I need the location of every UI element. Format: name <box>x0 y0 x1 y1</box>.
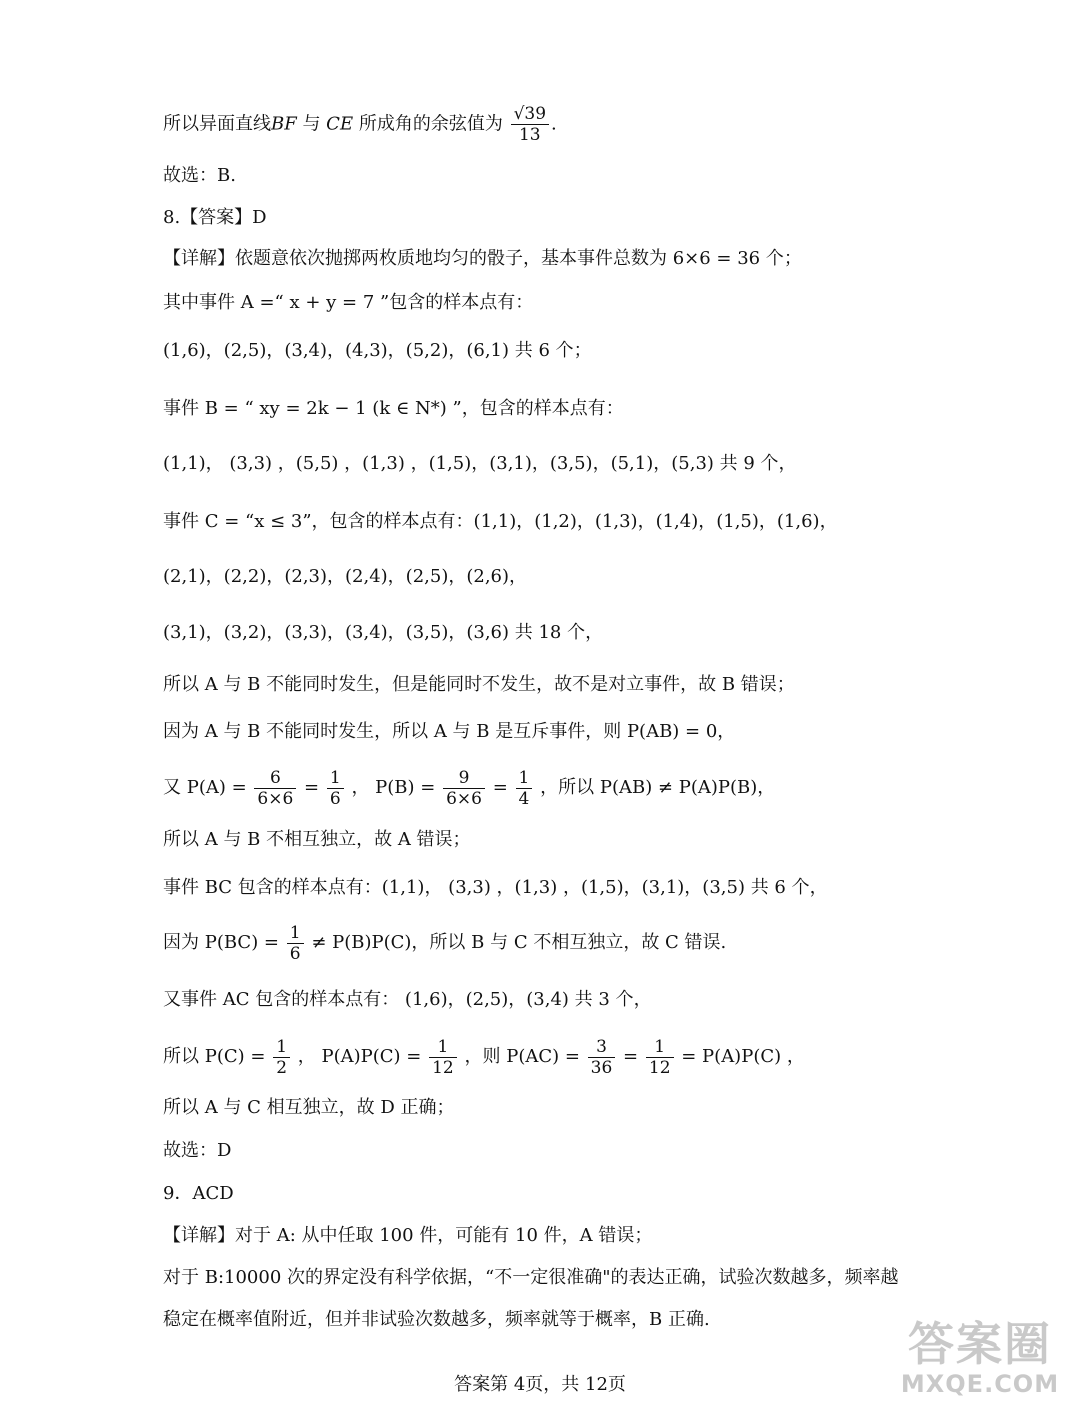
text-line-24: 对于 B:10000 次的界定没有科学依据，“不一定很准确"的表达正确，试验次数越多，频率越 <box>163 1267 899 1288</box>
fraction-1-6-b <box>287 923 304 964</box>
l14-d3: 6×6 <box>446 788 482 809</box>
text-line-17 <box>163 920 1020 966</box>
text-line-3: 8.【答案】D <box>163 207 267 228</box>
l19-n3: 3 <box>588 1037 616 1058</box>
text-line-6: (1,6)，(2,5)，(3,4)，(4,3)，(5,2)，(6,1) 共 6 个； <box>163 340 592 361</box>
fraction-9-36 <box>443 768 485 809</box>
l19-n2: 1 <box>429 1037 457 1058</box>
l1-bf: BF <box>271 113 297 135</box>
fraction-1-12 <box>429 1037 457 1078</box>
l19a: 所以 P(C) = <box>163 1046 266 1067</box>
fraction-1-6 <box>327 768 344 809</box>
l14d: = <box>492 777 508 798</box>
l17-n: 1 <box>287 923 304 944</box>
page-footer: 答案第 4页，共 12页 <box>454 1374 626 1395</box>
l19-n4: 1 <box>646 1037 674 1058</box>
l19c: ，则 P(AC) = <box>464 1046 580 1067</box>
text-line-4: 【详解】依题意依次抛掷两枚质地均匀的骰子，基本事件总数为 6×6 = 36 个； <box>163 248 802 269</box>
l14-n2: 1 <box>327 768 344 789</box>
l19-d2: 12 <box>432 1057 454 1078</box>
l14a: 又 P(A) = <box>163 777 247 798</box>
text-line-15: 所以 A 与 B 不相互独立，故 A 错误； <box>163 829 471 850</box>
text-line-25: 稳定在概率值附近，但并非试验次数越多，频率就等于概率，B 正确. <box>163 1309 710 1330</box>
fraction-6-36 <box>254 768 296 809</box>
l14-n3: 9 <box>443 768 485 789</box>
l14-n1: 6 <box>254 768 296 789</box>
text-line-16: 事件 BC 包含的样本点有：(1,1)， (3,3) ，(1,3) ，(1,5)，(3,1)，(3,5) 共 6 个， <box>163 877 828 898</box>
l1-text: 所以异面直线 <box>163 113 271 135</box>
l19-d4: 12 <box>648 1057 671 1078</box>
l19e: = P(A)P(C) ， <box>681 1046 805 1067</box>
l1-tail: 所成角的余弦值为 <box>353 113 503 135</box>
text-line-1 <box>163 104 1020 145</box>
l14e: ，所以 P(AB) ≠ P(A)P(B)， <box>540 777 776 798</box>
text-line-23: 【详解】对于 A: 从中任取 100 件，可能有 10 件，A 错误； <box>163 1225 653 1246</box>
text-line-21: 故选：D <box>163 1140 232 1161</box>
text-line-9: 事件 C = “x ≤ 3”，包含的样本点有：(1,1)，(1,2)，(1,3)，(1,4)，(1,5)，(1,6)， <box>163 511 838 532</box>
l1-end: . <box>551 113 557 135</box>
text-line-2: 故选：B. <box>163 165 236 186</box>
watermark-main: 答案圈 <box>908 1317 1052 1371</box>
fraction-3-36 <box>588 1037 616 1078</box>
l19b: ， P(A)P(C) = <box>297 1046 422 1067</box>
text-line-18: 又事件 AC 包含的样本点有： (1,6)，(2,5)，(3,4) 共 3 个， <box>163 989 652 1010</box>
l19d: = <box>623 1046 639 1067</box>
l1-mid: 与 <box>296 113 327 135</box>
l17b: ≠ P(B)P(C)，所以 B 与 C 不相互独立，故 C 错误. <box>311 932 727 953</box>
text-line-14 <box>163 765 1020 811</box>
l1-den: 13 <box>518 125 541 145</box>
fraction-sqrt39-13 <box>511 104 549 145</box>
l14-d4: 4 <box>518 788 530 809</box>
l1-ce: CE <box>326 113 354 135</box>
l14-d2: 6 <box>329 788 341 809</box>
text-line-22: 9．ACD <box>163 1183 234 1204</box>
text-line-8: (1,1)， (3,3) ，(5,5) ，(1,3) ，(1,5)，(3,1)，(3,5)，(5,1)，(5,3) 共 9 个， <box>163 453 797 474</box>
l17a: 因为 P(BC) = <box>163 932 280 953</box>
l19-d3: 36 <box>590 1057 613 1078</box>
text-line-13: 因为 A 与 B 不能同时发生，所以 A 与 B 是互斥事件，则 P(AB) = 0， <box>163 721 736 742</box>
text-line-10: (2,1)，(2,2)，(2,3)，(2,4)，(2,5)，(2,6)， <box>163 566 528 587</box>
fraction-1-2 <box>273 1037 290 1078</box>
l1-num: √39 <box>513 104 547 124</box>
l19-d1: 2 <box>276 1057 288 1078</box>
text-line-12: 所以 A 与 B 不能同时发生，但是能同时不发生，故不是对立事件，故 B 错误； <box>163 674 795 695</box>
text-line-20: 所以 A 与 C 相互独立，故 D 正确； <box>163 1097 455 1118</box>
l14c: ， P(B) = <box>351 777 436 798</box>
text-line-5: 其中事件 A =“ x + y = 7 ”包含的样本点有： <box>163 292 534 313</box>
watermark-sub: MXQE.COM <box>900 1370 1060 1398</box>
text-line-7: 事件 B = “ xy = 2k − 1 (k ∈ N*) ”，包含的样本点有： <box>163 398 624 419</box>
watermark-logo <box>880 1318 1080 1411</box>
l14-n4: 1 <box>516 768 533 789</box>
l17-d: 6 <box>289 943 301 964</box>
fraction-1-12-b <box>646 1037 674 1078</box>
fraction-1-4 <box>516 768 533 809</box>
text-line-19 <box>163 1034 1020 1080</box>
text-line-11: (3,1)，(3,2)，(3,3)，(3,4)，(3,5)，(3,6) 共 18 个， <box>163 622 604 643</box>
l14-d1: 6×6 <box>257 788 294 809</box>
l14b: = <box>304 777 320 798</box>
l19-n1: 1 <box>273 1037 290 1058</box>
